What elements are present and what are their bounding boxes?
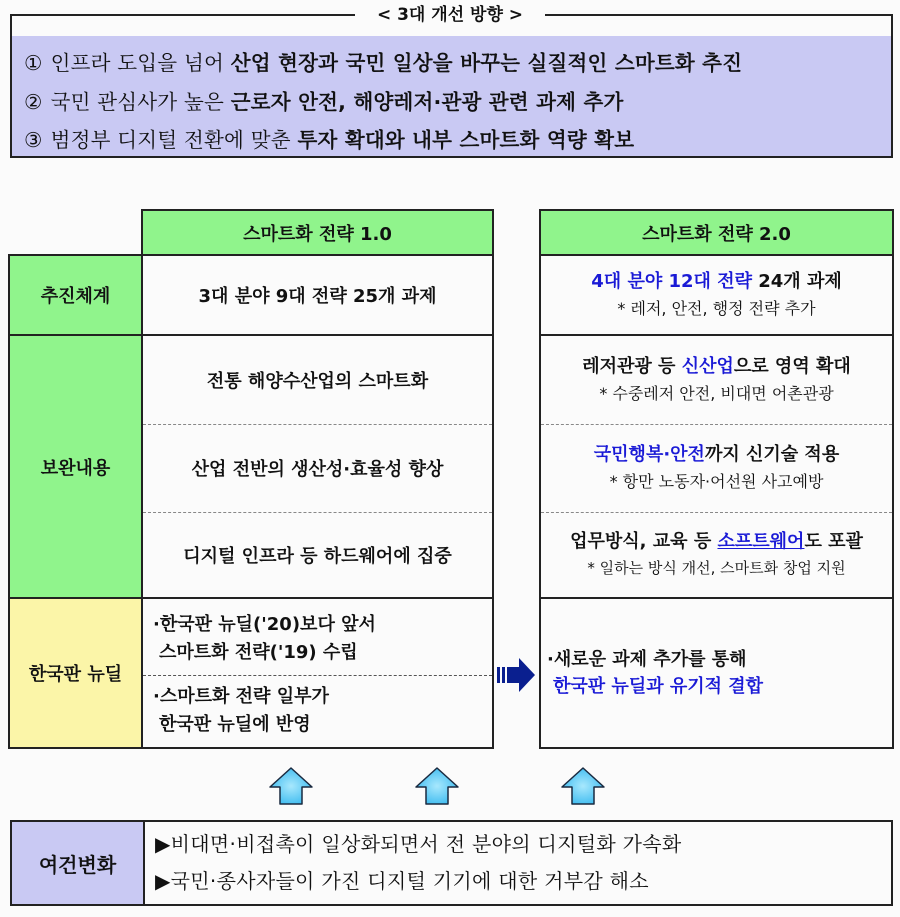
row-label-system: 추진체계 — [8, 254, 143, 336]
highlight-text: 4대 분야 12대 전략 — [591, 270, 752, 292]
v2-new-deal-cell: ·새로운 과제 추가를 통해 한국판 뉴딜과 유기적 결합 — [539, 597, 894, 749]
conditions-change-list — [145, 822, 891, 904]
condition-item-2: ▶국민·종사자들이 가진 디지털 기기에 대한 거부감 해소 — [155, 869, 649, 893]
up-arrow-icon — [560, 766, 606, 806]
note: * 수중레저 안전, 비대면 어촌관광 — [599, 384, 834, 404]
v1-supplement-item: 전통 해양수산업의 스마트화 — [206, 371, 429, 392]
v2-system-cell: 4대 분야 12대 전략 24개 과제 * 레저, 안전, 행정 전략 추가 — [539, 254, 894, 336]
header-strategy-1-0: 스마트화 전략 1.0 — [141, 209, 494, 256]
v2-supplement-item: 국민행복·안전까지 신기술 적용 * 항만 노동자·어선원 사고예방 — [593, 443, 840, 492]
note: * 항만 노동자·어선원 사고예방 — [609, 472, 824, 492]
row-label-new-deal: 한국판 뉴딜 — [8, 597, 143, 749]
v1-new-deal-item-2: ·스마트화 전략 일부가 한국판 뉴딜에 반영 — [153, 686, 329, 735]
direction-item-3: ③ 범정부 디지털 전환에 맞춘 투자 확대와 내부 스마트화 역량 확보 — [24, 128, 635, 152]
circled-number-3: ③ — [24, 128, 43, 152]
highlight-text: 국민행복·안전 — [593, 443, 705, 465]
conditions-change-label: 여건변화 — [12, 822, 145, 904]
improvement-directions-box — [10, 14, 893, 158]
highlight-text: 소프트웨어 — [717, 531, 805, 553]
row-label-supplement: 보완내용 — [8, 334, 143, 599]
note: * 일하는 방식 개선, 스마트화 창업 지원 — [587, 559, 846, 578]
note: * 레저, 안전, 행정 전략 추가 — [617, 299, 816, 319]
direction-item-2: ② 국민 관심사가 높은 근로자 안전, 해양레저·관광 관련 과제 추가 — [24, 89, 624, 114]
header-strategy-2-0: 스마트화 전략 2.0 — [539, 209, 894, 256]
right-arrow-icon — [497, 655, 537, 695]
condition-item-1: ▶비대면·비접촉이 일상화되면서 전 분야의 디지털화 가속화 — [155, 832, 682, 856]
v2-supplement-cell — [539, 334, 894, 599]
v1-new-deal-cell — [141, 597, 494, 749]
direction-item-1: ① 인프라 도입을 넘어 산업 현장과 국민 일상을 바꾸는 실질적인 스마트화 추진 — [24, 51, 743, 75]
v2-supplement-item: 업무방식, 교육 등 소프트웨어도 포괄 * 일하는 방식 개선, 스마트화 창업 지원 — [570, 531, 863, 578]
up-arrow-icon — [268, 766, 314, 806]
highlight-text: 신산업 — [681, 355, 734, 377]
v1-system-cell: 3대 분야 9대 전략 25개 과제 — [141, 254, 494, 336]
conditions-change-box — [10, 820, 893, 906]
v1-supplement-item: 디지털 인프라 등 하드웨어에 집중 — [183, 545, 452, 567]
v1-new-deal-item-1: ·한국판 뉴딜('20)보다 앞서 스마트화 전략('19) 수립 — [153, 614, 376, 663]
up-arrow-icon — [414, 766, 460, 806]
section-title: < 3대 개선 방향 > — [355, 2, 545, 28]
v1-supplement-item: 산업 전반의 생산성·효율성 향상 — [191, 459, 444, 480]
v2-supplement-item: 레저관광 등 신산업으로 영역 확대 * 수중레저 안전, 비대면 어촌관광 — [582, 355, 851, 404]
v1-supplement-cell — [141, 334, 494, 599]
circled-number-1: ① — [24, 51, 43, 75]
highlight-text: 한국판 뉴딜과 유기적 결합 — [553, 676, 764, 697]
improvement-directions-list — [12, 36, 891, 156]
circled-number-2: ② — [24, 89, 43, 114]
